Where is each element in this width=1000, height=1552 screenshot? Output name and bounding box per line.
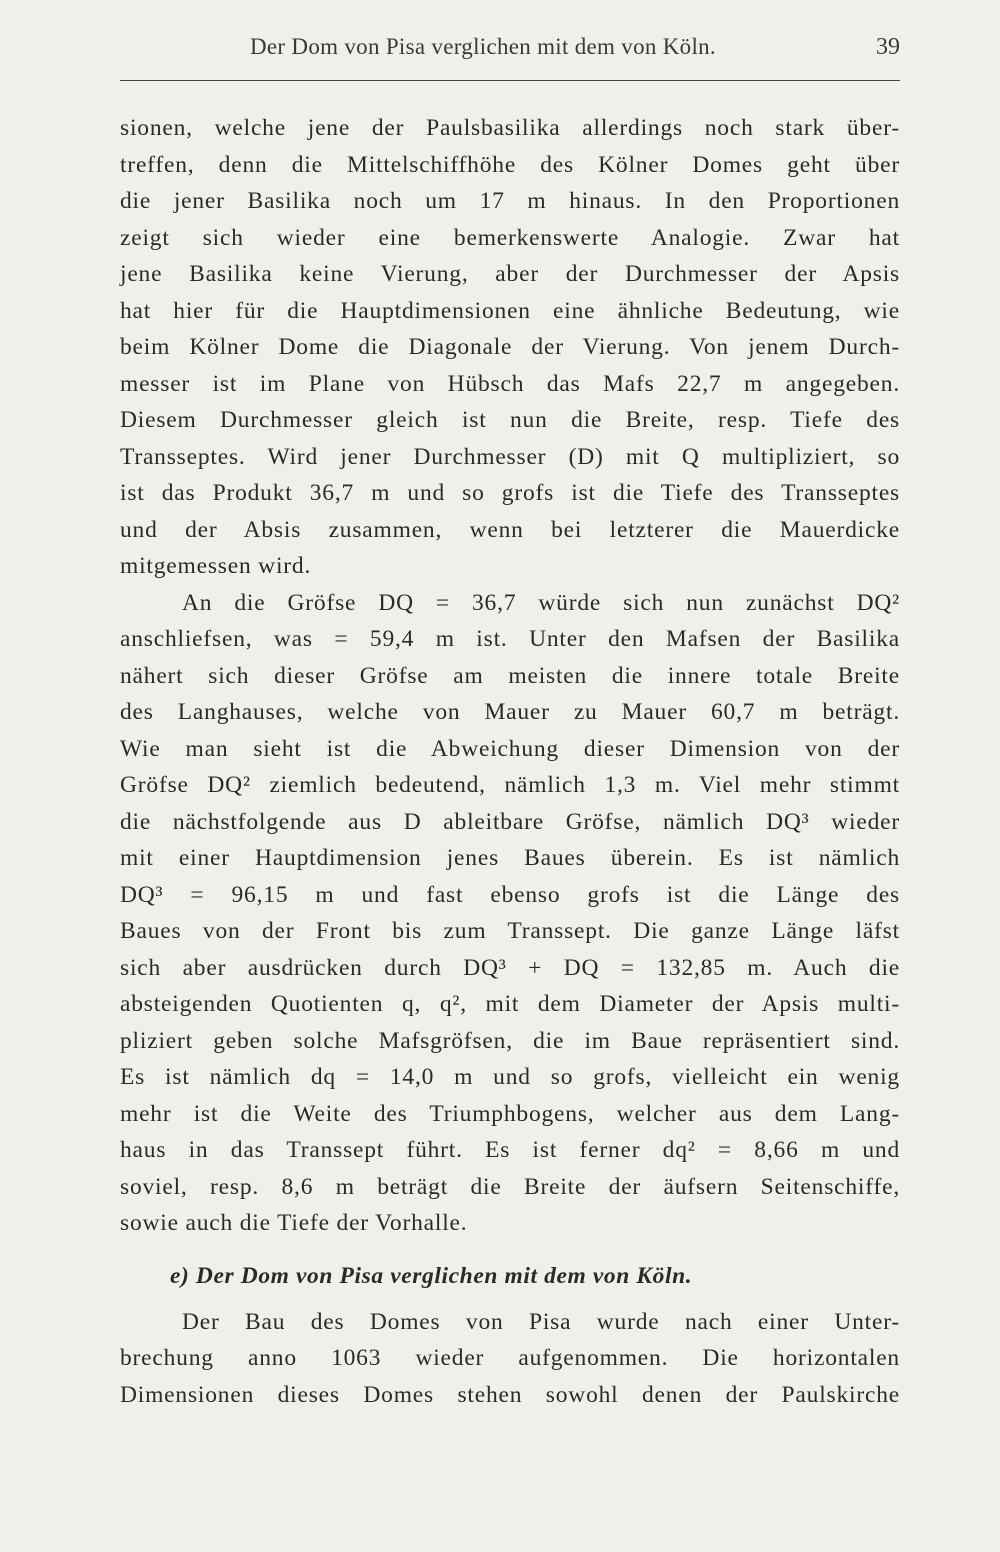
- text-line: ist das Produkt 36,7 m und so grofs ist die Tiefe des Transseptes: [120, 480, 900, 506]
- text-line: anschliefsen, was = 59,4 m ist. Unter den Mafsen der Basilika: [120, 626, 900, 652]
- body-text: [120, 110, 900, 1413]
- text-line: nähert sich dieser Gröfse am meisten die innere totale Breite: [120, 662, 900, 689]
- text-line: hat hier für die Hauptdimensionen eine ähnliche Bedeutung, wie: [120, 297, 900, 324]
- text-line: sionen, welche jene der Paulsbasilika allerdings noch stark über-: [120, 115, 900, 141]
- paragraph-2: [120, 585, 900, 1242]
- text-line: Diesem Durchmesser gleich ist nun die Breite, resp. Tiefe des: [120, 407, 900, 433]
- text-line: mitgemessen wird.: [120, 553, 312, 579]
- section-heading: e) Der Dom von Pisa verglichen mit dem von Köln.: [170, 1262, 693, 1289]
- text-line: mit einer Hauptdimension jenes Baues überein. Es ist nämlich: [120, 845, 900, 871]
- text-line: die jener Basilika noch um 17 m hinaus. In den Proportionen: [120, 188, 900, 214]
- text-line: brechung anno 1063 wieder aufgenommen. Die horizontalen: [120, 1345, 900, 1371]
- text-line: treffen, denn die Mittelschiffhöhe des Kölner Domes geht über: [120, 151, 900, 178]
- running-title: Der Dom von Pisa verglichen mit dem von Köln.: [250, 34, 716, 59]
- text-line: Der Bau des Domes von Pisa wurde nach einer Unter-: [182, 1308, 900, 1335]
- text-line: Dimensionen dieses Domes stehen sowohl denen der Paulskirche: [120, 1381, 900, 1408]
- text-line: jene Basilika keine Vierung, aber der Durchmesser der Apsis: [120, 261, 900, 287]
- text-line: beim Kölner Dome die Diagonale der Vierung. Von jenem Durch-: [120, 334, 900, 360]
- text-line: die nächstfolgende aus D ableitbare Gröfse, nämlich DQ³ wieder: [120, 808, 900, 835]
- text-line: absteigenden Quotienten q, q², mit dem Diameter der Apsis multi-: [120, 991, 900, 1017]
- text-line: Transseptes. Wird jener Durchmesser (D) mit Q multipliziert, so: [120, 443, 900, 470]
- text-line: An die Gröfse DQ = 36,7 würde sich nun zunächst DQ²: [182, 589, 900, 616]
- paragraph-3: [120, 1304, 900, 1414]
- running-head: [120, 34, 900, 74]
- text-line: sowie auch die Tiefe der Vorhalle.: [120, 1210, 468, 1236]
- text-line: Wie man sieht ist die Abweichung dieser Dimension von der: [120, 735, 900, 762]
- text-line: Es ist nämlich dq = 14,0 m und so grofs, vielleicht ein wenig: [120, 1064, 900, 1090]
- text-line: mehr ist die Weite des Triumphbogens, welcher aus dem Lang-: [120, 1100, 900, 1127]
- text-line: messer ist im Plane von Hübsch das Mafs 22,7 m angegeben.: [120, 370, 900, 397]
- paragraph-1: [120, 110, 900, 585]
- text-line: Gröfse DQ² ziemlich bedeutend, nämlich 1,3 m. Viel mehr stimmt: [120, 772, 900, 798]
- page-number: 39: [876, 34, 900, 60]
- text-line: und der Absis zusammen, wenn bei letzterer die Mauerdicke: [120, 516, 900, 543]
- text-line: des Langhauses, welche von Mauer zu Mauer 60,7 m beträgt.: [120, 699, 900, 725]
- header-rule: [120, 80, 900, 81]
- text-line: haus in das Transsept führt. Es ist ferner dq² = 8,66 m und: [120, 1137, 900, 1163]
- text-line: sich aber ausdrücken durch DQ³ + DQ = 132,85 m. Auch die: [120, 954, 900, 981]
- text-line: Baues von der Front bis zum Transsept. Die ganze Länge läfst: [120, 918, 900, 944]
- text-line: soviel, resp. 8,6 m beträgt die Breite der äufsern Seitenschiffe,: [120, 1173, 900, 1200]
- text-line: pliziert geben solche Mafsgröfsen, die im Baue repräsentiert sind.: [120, 1027, 900, 1054]
- text-line: DQ³ = 96,15 m und fast ebenso grofs ist die Länge des: [120, 881, 900, 908]
- text-line: zeigt sich wieder eine bemerkenswerte Analogie. Zwar hat: [120, 224, 900, 251]
